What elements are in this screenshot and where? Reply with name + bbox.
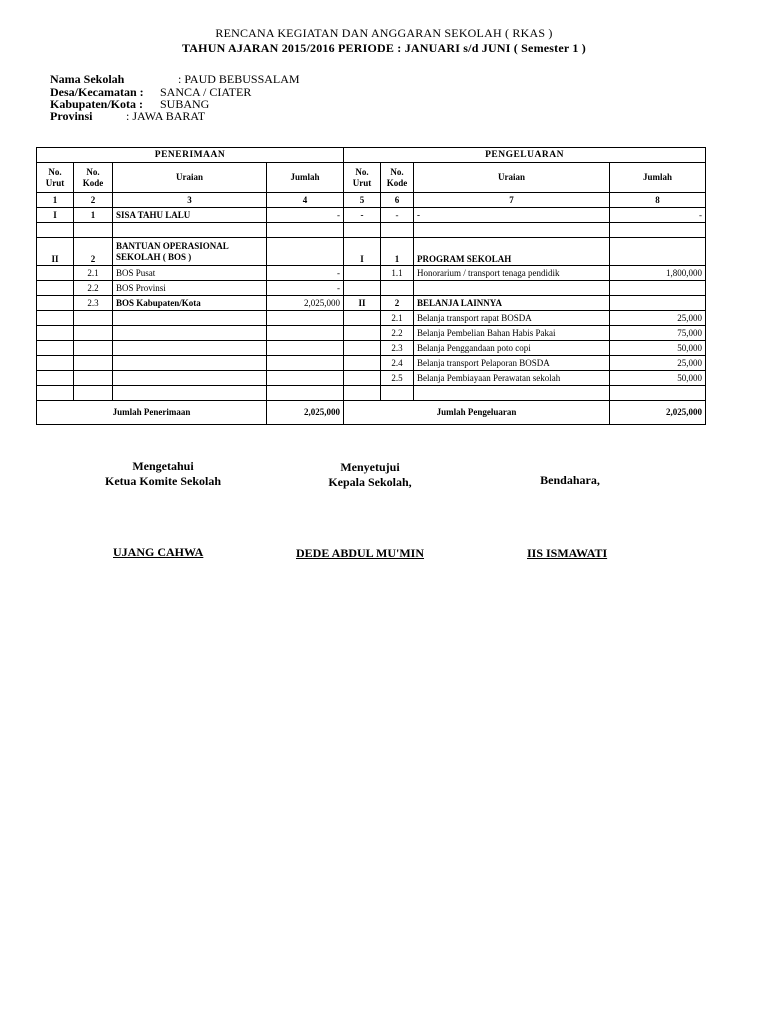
kepala-signature-block	[295, 460, 445, 490]
table-cell: I	[344, 238, 381, 266]
table-cell	[37, 341, 74, 356]
table-cell: 50,000	[610, 341, 706, 356]
total-penerimaan-value: 2,025,000	[267, 401, 344, 425]
table-cell	[267, 371, 344, 386]
table-cell: 2.1	[381, 311, 414, 326]
table-row	[37, 208, 706, 223]
table-cell: -	[344, 208, 381, 223]
table-cell: 2	[74, 238, 113, 266]
table-cell: BANTUAN OPERASIONAL SEKOLAH ( BOS )	[113, 238, 267, 266]
table-cell: Belanja transport rapat BOSDA	[414, 311, 610, 326]
table-cell: Belanja transport Pelaporan BOSDA	[414, 356, 610, 371]
total-pengeluaran-value: 2,025,000	[610, 401, 706, 425]
table-cell	[267, 386, 344, 401]
provinsi-value: : JAWA BARAT	[126, 109, 206, 123]
table-cell: 2.2	[381, 326, 414, 341]
table-cell: 2.2	[74, 281, 113, 296]
table-row	[37, 326, 706, 341]
column-number: 7	[414, 193, 610, 208]
kabupaten-label: Kabupaten/Kota :	[50, 97, 144, 111]
table-cell: Belanja Pembiayaan Perawatan sekolah	[414, 371, 610, 386]
table-cell: 1.1	[381, 266, 414, 281]
column-number: 2	[74, 193, 113, 208]
table-cell	[267, 311, 344, 326]
table-cell	[267, 223, 344, 238]
table-row	[37, 356, 706, 371]
table-cell: -	[267, 281, 344, 296]
total-pengeluaran-label: Jumlah Pengeluaran	[344, 401, 610, 425]
column-number: 5	[344, 193, 381, 208]
document-subtitle: TAHUN AJARAN 2015/2016 PERIODE : JANUARI s/d JUNI ( Semester 1 )	[181, 41, 586, 55]
table-row	[37, 311, 706, 326]
column-number: 3	[113, 193, 267, 208]
table-cell	[344, 386, 381, 401]
table-cell	[344, 281, 381, 296]
table-cell	[610, 223, 706, 238]
table-cell	[610, 238, 706, 266]
table-cell	[267, 326, 344, 341]
table-cell	[267, 238, 344, 266]
pengeluaran-header: PENGELUARAN	[344, 148, 706, 163]
komite-name: UJANG CAHWA	[113, 545, 204, 559]
table-cell	[267, 356, 344, 371]
bendahara-name: IIS ISMAWATI	[527, 546, 608, 560]
table-cell	[344, 223, 381, 238]
table-cell: Belanja Pembelian Bahan Habis Pakai	[414, 326, 610, 341]
kepala-line2: Kepala Sekolah,	[328, 475, 412, 489]
table-cell	[344, 326, 381, 341]
table-cell: 2.1	[74, 266, 113, 281]
table-cell: 75,000	[610, 326, 706, 341]
column-number: 6	[381, 193, 414, 208]
bendahara-label: Bendahara,	[540, 473, 600, 487]
table-cell	[610, 296, 706, 311]
no-urut-header: No. Urut	[344, 163, 381, 193]
table-cell: -	[267, 266, 344, 281]
komite-signature-block	[88, 459, 238, 489]
table-cell	[74, 371, 113, 386]
table-cell: 2	[381, 296, 414, 311]
uraian-header: Uraian	[113, 163, 267, 193]
table-cell	[610, 281, 706, 296]
table-cell: -	[610, 208, 706, 223]
table-cell: 25,000	[610, 311, 706, 326]
table-cell	[37, 371, 74, 386]
table-cell: SISA TAHU LALU	[113, 208, 267, 223]
table-cell	[113, 371, 267, 386]
provinsi-label: Provinsi	[50, 109, 93, 123]
table-cell	[344, 266, 381, 281]
table-cell: 1	[74, 208, 113, 223]
komite-line2: Ketua Komite Sekolah	[105, 474, 221, 488]
table-row	[37, 238, 706, 266]
nama-sekolah-label: Nama Sekolah	[50, 72, 125, 86]
table-cell	[381, 281, 414, 296]
table-cell: -	[267, 208, 344, 223]
no-kode-header: No. Kode	[381, 163, 414, 193]
table-cell: 2,025,000	[267, 296, 344, 311]
table-cell: BOS Provinsi	[113, 281, 267, 296]
table-cell	[74, 341, 113, 356]
table-cell	[344, 341, 381, 356]
kabupaten-value: SUBANG	[160, 97, 210, 111]
table-cell	[344, 356, 381, 371]
table-cell: BOS Kabupaten/Kota	[113, 296, 267, 311]
kepala-line1: Menyetujui	[340, 460, 400, 474]
table-cell: BOS Pusat	[113, 266, 267, 281]
column-number: 1	[37, 193, 74, 208]
table-cell	[74, 223, 113, 238]
table-cell	[37, 311, 74, 326]
table-cell	[74, 311, 113, 326]
table-cell	[381, 223, 414, 238]
table-row	[37, 296, 706, 311]
table-cell: Honorarium / transport tenaga pendidik	[414, 266, 610, 281]
table-cell: 2.3	[74, 296, 113, 311]
table-row	[37, 223, 706, 238]
jumlah-header: Jumlah	[267, 163, 344, 193]
table-cell: PROGRAM SEKOLAH	[414, 238, 610, 266]
table-cell	[344, 311, 381, 326]
table-cell	[37, 356, 74, 371]
desa-value: SANCA / CIATER	[160, 85, 252, 99]
table-cell	[37, 386, 74, 401]
totals-row	[37, 401, 706, 425]
kepala-name: DEDE ABDUL MU'MIN	[296, 546, 425, 560]
table-row	[37, 266, 706, 281]
total-penerimaan-label: Jumlah Penerimaan	[37, 401, 267, 425]
table-cell: 2.3	[381, 341, 414, 356]
table-cell: 25,000	[610, 356, 706, 371]
table-cell	[381, 386, 414, 401]
table-cell	[113, 311, 267, 326]
komite-line1: Mengetahui	[132, 459, 194, 473]
table-cell	[74, 386, 113, 401]
table-cell	[113, 341, 267, 356]
table-cell	[37, 296, 74, 311]
table-cell	[113, 356, 267, 371]
table-cell: 2.5	[381, 371, 414, 386]
table-row	[37, 371, 706, 386]
table-cell	[414, 223, 610, 238]
document-title: RENCANA KEGIATAN DAN ANGGARAN SEKOLAH ( RKAS )	[215, 26, 553, 40]
table-cell	[344, 371, 381, 386]
table-row	[37, 341, 706, 356]
table-cell	[414, 281, 610, 296]
table-cell: -	[414, 208, 610, 223]
table-row	[37, 281, 706, 296]
table-cell: -	[381, 208, 414, 223]
nama-sekolah-value: : PAUD BEBUSSALAM	[178, 72, 300, 86]
table-cell: 1,800,000	[610, 266, 706, 281]
table-cell: II	[344, 296, 381, 311]
desa-label: Desa/Kecamatan :	[50, 85, 144, 99]
table-cell	[113, 386, 267, 401]
table-cell	[37, 326, 74, 341]
uraian-header: Uraian	[414, 163, 610, 193]
table-cell	[37, 223, 74, 238]
table-cell	[74, 326, 113, 341]
table-cell: 1	[381, 238, 414, 266]
column-number: 8	[610, 193, 706, 208]
table-row	[37, 386, 706, 401]
table-cell: Belanja Penggandaan poto copi	[414, 341, 610, 356]
table-cell: II	[37, 238, 74, 266]
table-cell: 50,000	[610, 371, 706, 386]
table-cell: 2.4	[381, 356, 414, 371]
rkas-table	[36, 147, 706, 425]
table-cell: I	[37, 208, 74, 223]
column-number: 4	[267, 193, 344, 208]
jumlah-header: Jumlah	[610, 163, 706, 193]
table-cell: BELANJA LAINNYA	[414, 296, 610, 311]
table-cell	[267, 341, 344, 356]
table-cell	[113, 223, 267, 238]
table-cell	[610, 386, 706, 401]
table-cell	[37, 266, 74, 281]
table-cell	[414, 386, 610, 401]
table-cell	[74, 356, 113, 371]
penerimaan-header: PENERIMAAN	[37, 148, 344, 163]
no-urut-header: No. Urut	[37, 163, 74, 193]
table-cell	[113, 326, 267, 341]
no-kode-header: No. Kode	[74, 163, 113, 193]
table-cell	[37, 281, 74, 296]
